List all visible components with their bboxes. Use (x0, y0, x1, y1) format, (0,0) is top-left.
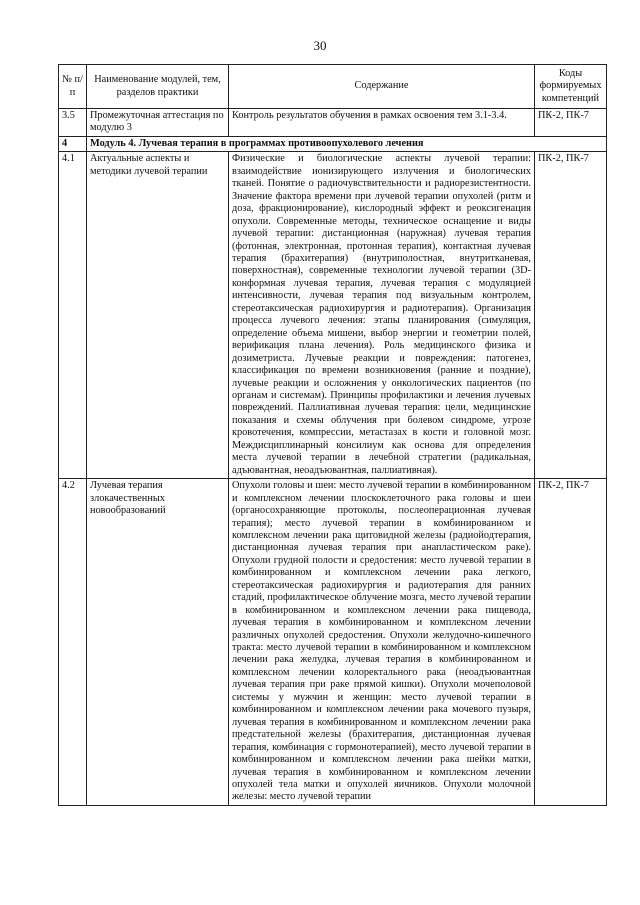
row-4-1-number: 4.1 (59, 152, 87, 479)
module-4-row (59, 136, 607, 151)
table-row-3-5 (59, 109, 607, 137)
row-4-2-number: 4.2 (59, 479, 87, 806)
row-4-1-name: Актуальные аспекты и методики лучевой терапии (87, 152, 229, 479)
row-4-2-codes: ПК-2, ПК-7 (535, 479, 607, 806)
row-4-2-name: Лучевая терапия злокачественных новообразований (87, 479, 229, 806)
module-4-number: 4 (59, 136, 87, 151)
header-name: Наименование модулей, тем, разделов практики (87, 65, 229, 109)
row-4-1-codes: ПК-2, ПК-7 (535, 152, 607, 479)
row-3-5-name: Промежуточная аттестация по модулю 3 (87, 109, 229, 137)
header-codes: Коды формируемых компетенций (535, 65, 607, 109)
curriculum-table (58, 64, 607, 806)
table-row-4-2 (59, 479, 607, 806)
row-4-1-content: Физические и биологические аспекты лучевой терапии: взаимодействие ионизирующего излучения и биологических тканей. Понятие о радиочувствительности и радиорезистентности. Значение фактора времени при лучевой терапии опухолей (ритм и доза, фракционирование), кислородный эффект и реоксигенация опухоли. Современные методы, техническое оснащение и виды лучевой терапии: дистанционная (наружная) лучевая терапия (фотонная, электронная, протонная терапия), контактная лучевая терапия (брахитерапия) (внутриполостная, внутритканевая, поверхностная), современные технологии лучевой терапии (3D-конформная лучевая терапия, лучевая терапия с модуляцией интенсивности, лучевая терапия под визуальным контролем, стереотаксическая радиохирургия и радиотерапия). Организация процесса лучевого лечения: этапы планирования (симуляция, определение объема мишени, выбор энергии и геометрии полей, верификация плана лечения). Роль медицинского физика и дозиметриста. Лучевые реакции и повреждения: патогенез, классификация по времени возникновения (ранние и поздние), лучевые реакции и осложнения у онкологических пациентов (по органам и системам). Принципы профилактики и лечения лучевых повреждений. Паллиативная лучевая терапия: цели, медицинские показания и схемы облучения при болевом синдроме, угрозе кровотечения, компрессии, метастазах в кости и головной мозг. Междисциплинарный консилиум как основа для определения места лучевой терапии в лечебной стратегии (радикальная, адъювантная, неоадъювантная, паллиативная). (229, 152, 535, 479)
row-3-5-number: 3.5 (59, 109, 87, 137)
table-row-4-1 (59, 152, 607, 479)
row-3-5-content: Контроль результатов обучения в рамках освоения тем 3.1-3.4. (229, 109, 535, 137)
module-4-title: Модуль 4. Лучевая терапия в программах противоопухолевого лечения (87, 136, 607, 151)
header-content: Содержание (229, 65, 535, 109)
row-4-2-content: Опухоли головы и шеи: место лучевой терапии в комбинированном и комплексном лечении плоскоклеточного рака головы и шеи (органосохраняющие протоколы, послеоперационная лучевая терапия); место лучевой терапии в комбинированном и комплексном лечении рака щитовидной железы (радиойодтерапия, дистанционная лучевая терапия при анапластическом раке). Опухоли грудной полости и средостения: место лучевой терапии в комбинированном и комплексном лечении рака легкого, стереотаксическая радиохирургия и радиотерапия для ранних стадий, профилактическое облучение мозга, место лучевой терапии в комбинированном и комплексном лечении рака пищевода, лучевая терапия в комбинированном и комплексном лечении различных опухолей средостения. Опухоли желудочно-кишечного тракта: место лучевой терапии в комбинированном и комплексном лечении рака желудка, лучевая терапия в комбинированном и комплексном лечении колоректального рака (неоадъювантная лучевая терапия при раке прямой кишки). Опухоли мочеполовой системы у мужчин и женщин: место лучевой терапии в комбинированном и комплексном лечении рака мочевого пузыря, лучевая терапия в комбинированном и комплексном лечении рака предстательной железы (брахитерапия, дистанционная лучевая терапия, комбинация с гормонотерапией), место лучевой терапии в комбинированном и комплексном лечении рака шейки матки, лучевая терапия в комбинированном и комплексном лечении опухолей тела матки и опухолей яичников. Опухоли молочной железы: место лучевой терапии (229, 479, 535, 806)
row-3-5-codes: ПК-2, ПК-7 (535, 109, 607, 137)
page-number: 30 (313, 38, 327, 53)
header-number: № п/п (59, 65, 87, 109)
table-header-row (59, 65, 607, 109)
